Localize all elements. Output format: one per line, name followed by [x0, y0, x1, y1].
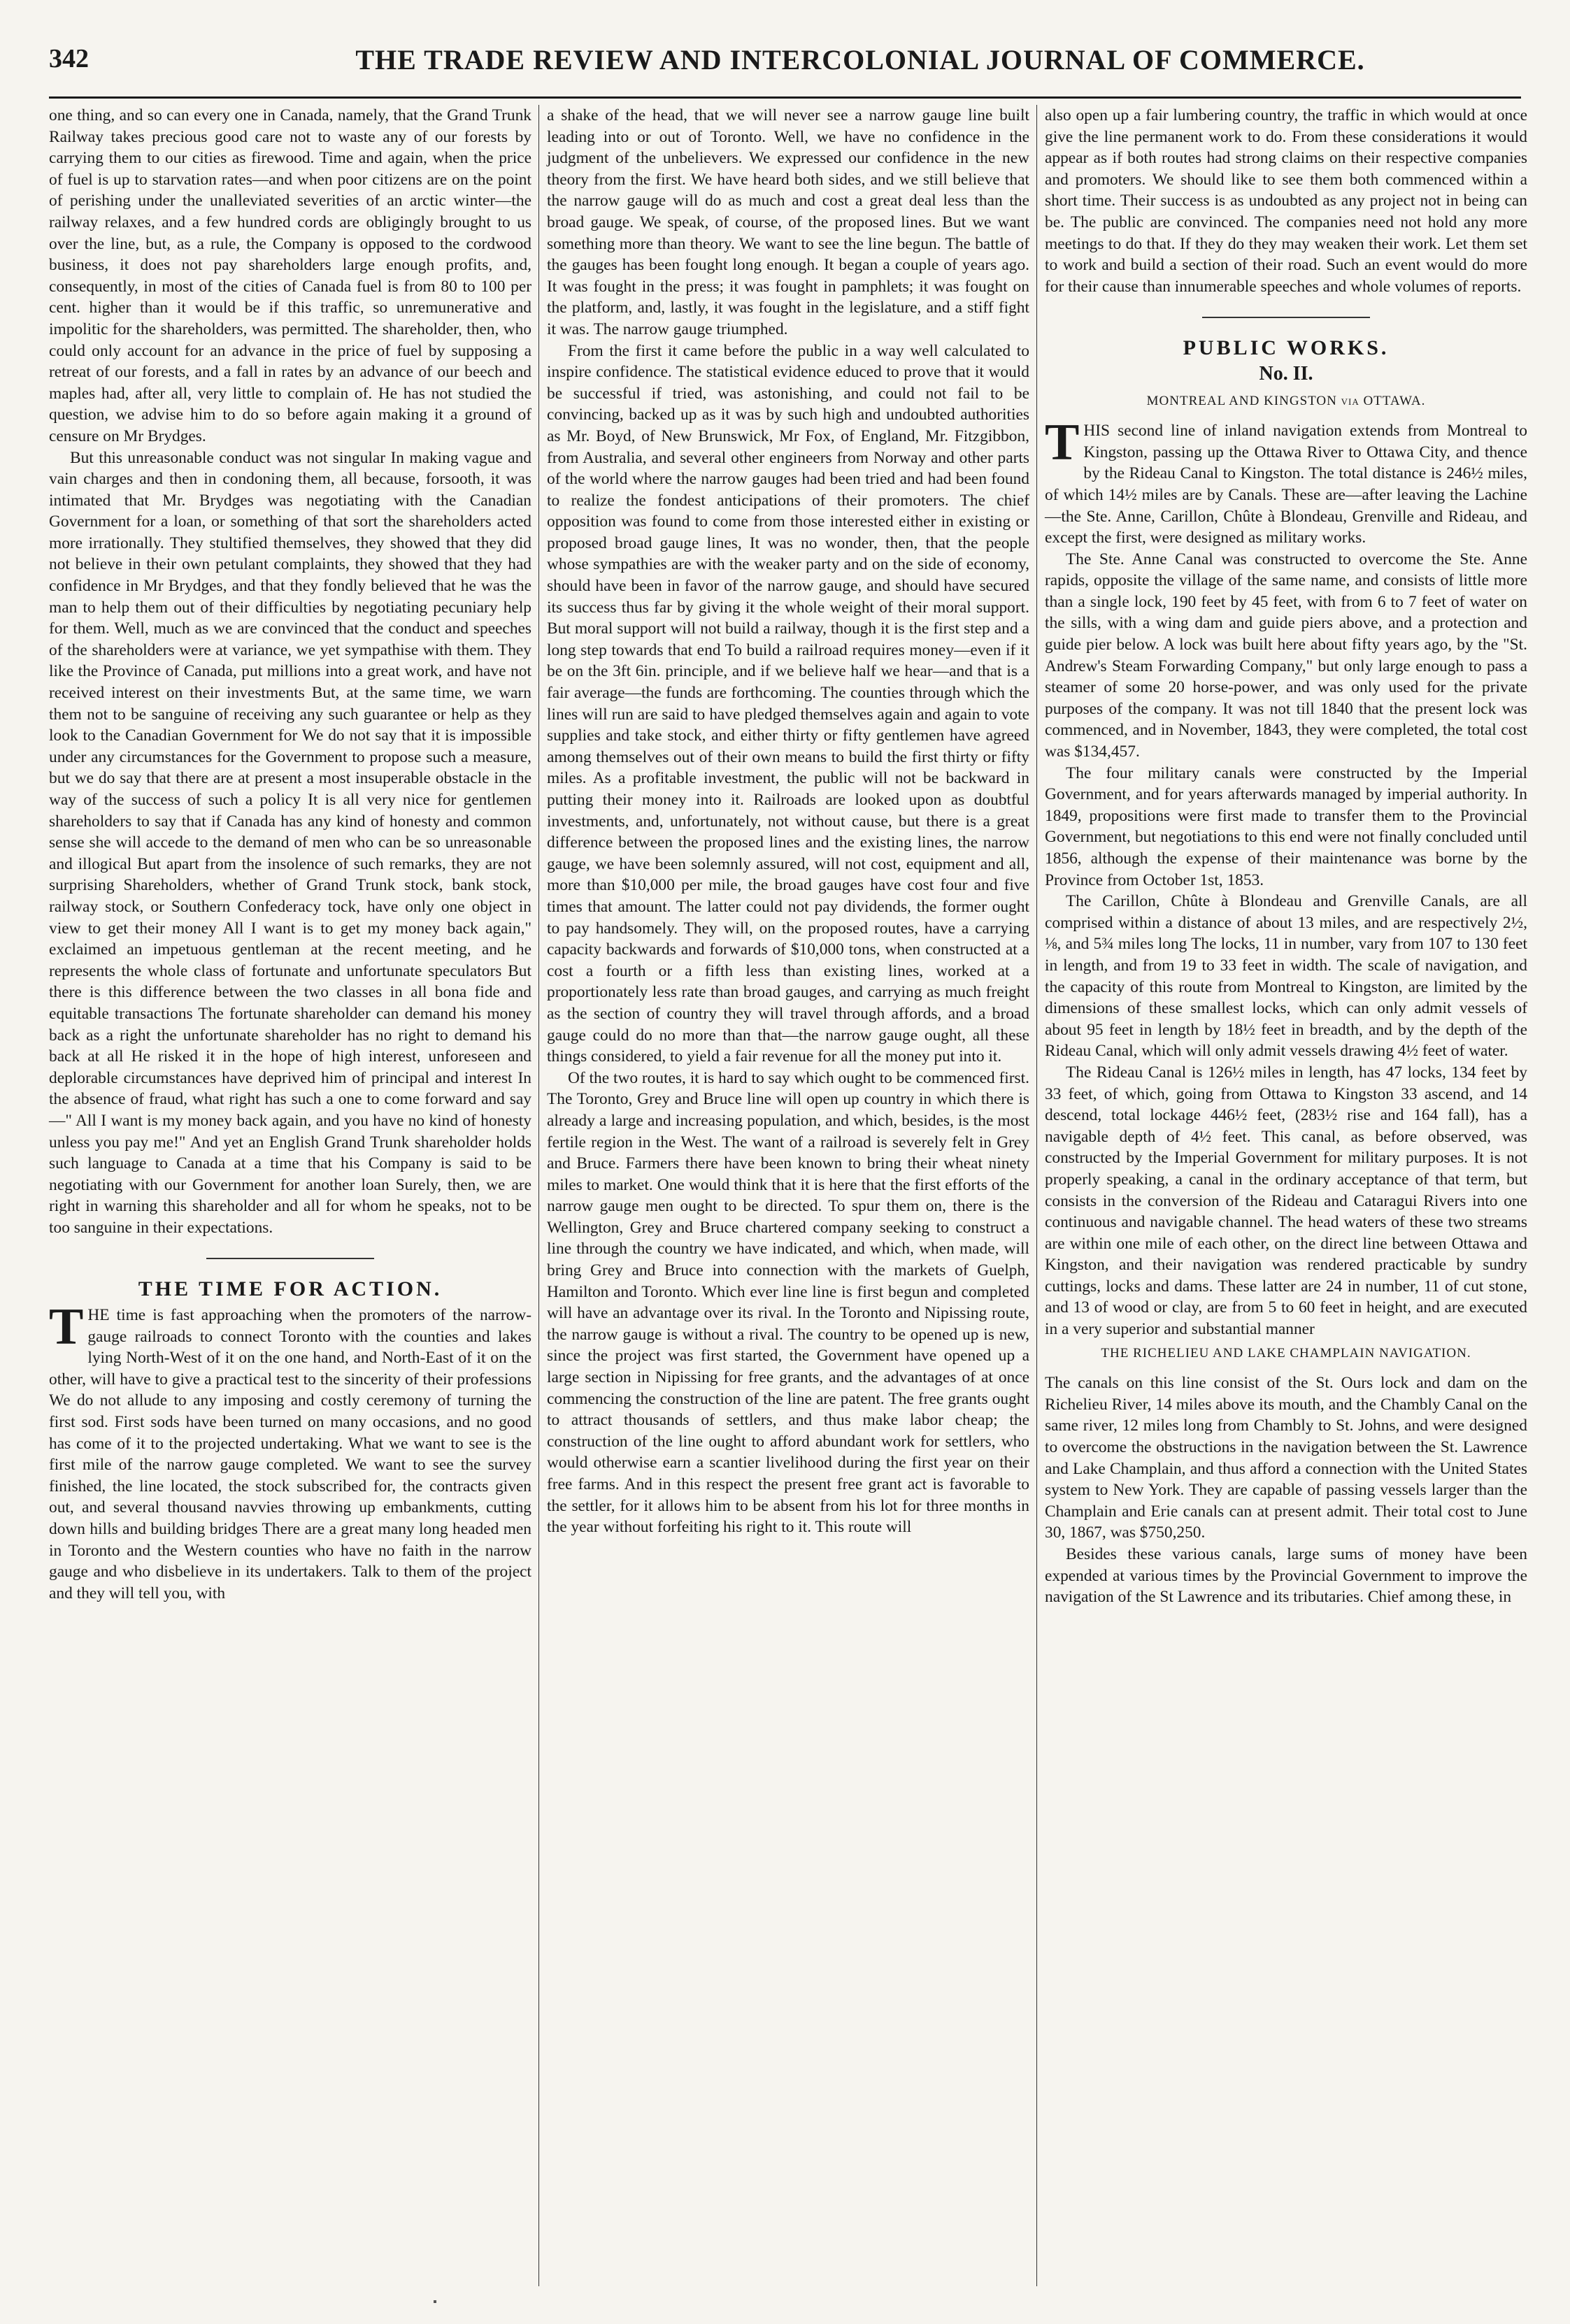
column-2	[547, 105, 1029, 1538]
drop-cap: T	[1045, 414, 1080, 472]
paragraph: Besides these various canals, large sums of money have been expended at various times by the Provincial Government to improve the navigation of the St Lawrence and its tributaries. Chief among these, in	[1045, 1545, 1527, 1607]
paragraph: The Rideau Canal is 126½ miles in length, has 47 locks, 134 feet by 33 feet, of which, going from Ottawa to Kingston 33 ascend, and 14 descend, total lockage 446½ feet, (283½ rise and 164 fall), has a navigable depth of 4½ feet. This canal, as before observed, was constructed by the Imperial Government for military purposes. It is not properly speaking, a canal in the ordinary acceptance of that term, but consists in the conversion of the Rideau and Cataragui Rivers into one continuous and navigable channel. The head waters of these two streams are within one mile of each other, on the direct line between Ottawa and Kingston, and their navigation was rendered practicable by sundry cuttings, locks and dams. These latter are 24 in number, 11 of cut stone, and 13 of wood or clay, are from 5 to 60 feet in height, and are executed in a very superior and substantial manner	[1045, 1063, 1527, 1339]
paragraph: The Carillon, Chûte à Blondeau and Grenville Canals, are all comprised within a distance of about 13 miles, and are respectively 2½, ⅛, and 5¾ miles long The locks, 11 in number, vary from 107 to 130 feet in length, and from 19 to 33 feet in width. The scale of navigation, and the capacity of this route from Montreal to Kingston, are limited by the dimensions of these smallest locks, which can only admit vessels of about 95 feet in length by 18½ feet in breadth, and by the depth of the Rideau Canal, which will only admit vessels drawing 4½ feet of water.	[1045, 892, 1527, 1061]
page-number: 342	[49, 44, 89, 73]
paragraph: The canals on this line consist of the St. Ours lock and dam on the Richelieu River, 14 miles above its mouth, and the Chambly Canal on the same river, 12 miles long from Chambly to St. Johns, and were designed to overcome the obstructions in the navigation between the St. Lawrence and Lake Champlain, and thus afford a connection with the United States system to New York. They are capable of passing vessels larger than the Champlain and Erie canals can at present admit. Their total cost to June 30, 1867, was $750,250.	[1045, 1374, 1527, 1542]
paragraph: HE time is fast approaching when the promoters of the narrow-gauge railroads to connect Toronto with the counties and lakes lying North-West of it on the one hand, and North-East of it on the other, will have to give a practical test to the sincerity of their professions We do not allude to any imposing and costly ceremony of turning the first sod. First sods have been turned on many occasions, and no good has come of it to the projected undertaking. What we want to see is the first mile of the narrow gauge completed. We want to see the survey finished, the line located, the stock subscribed for, the contracts given out, and several thousand navvies throwing up embankments, cutting down hills and building bridges There are a great many long headed men in Toronto and the Western counties who have no faith in the narrow gauge and who disbelieve in its undertakers. Talk to them of the project and they will tell you, with	[49, 1306, 531, 1602]
paragraph: HIS second line of inland navigation extends from Montreal to Kingston, passing up the Ottawa River to Ottawa City, and thence by the Rideau Canal to Kingston. The total distance is 246½ miles, of which 14½ miles are by Canals. These are—after leaving the Lachine—the Ste. Anne, Carillon, Chûte à Blondeau, Grenville and Rideau, and except the first, were designed as military works.	[1045, 422, 1527, 547]
paragraph: From the first it came before the public in a way well calculated to inspire confidence. The statistical evidence educed to prove that it would be successful if tried, was astonishing, and could not fail to be convincing, backed up as it was by such high and undoubted authorities as Mr. Boyd, of New Brunswick, Mr Fox, of England, Mr. Fitzgibbon, from Australia, and several other engineers from Norway and other parts of the world where the narrow gauges had been tried and had been found to realize the fondest anticipations of their promoters. The chief opposition was found to come from those interested either in existing or proposed broad gauge lines, It was no wonder, then, that the people whose sympathies are with the weaker party and on the side of economy, should have been in favor of the narrow gauge, and should have secured its success thus far by giving it the whole weight of their moral support. But moral support will not build a railway, though it is the first step and a long step towards that end To build a railroad requires money—even if it be on the 3ft 6in. principle, and if we believe half we hear—and that is a fair average—the funds are forthcoming. The counties through which the lines will run are said to have pledged themselves again and again to vote supplies and take stock, and either thirty or fifty gentlemen have agreed among themselves out of their own means to build the first thirty or fifty miles. As a profitable investment, the public will not be backward in putting their money into it. Railroads are looked upon as doubtful investments, and, unfortunately, not without cause, but there is a great difference between the proposed lines and the existing lines, the narrow gauge, we have been solemnly assured, will not cost, equipment and all, more than $10,000 per mile, the broad gauges have cost four and five times that amount. The latter could not pay dividends, the former ought to pay handsomely. They will, on the proposed routes, have a carrying capacity backwards and forwards of $10,000 tons, when constructed at a cost a fourth or a fifth less than existing lines, worked at a proportionately less rate than broad gauges, and carrying as much freight as the section of country they will travel through affords, and a broad gauge could do no more than that—the narrow gauge ought, all these things considered, to yield a fair revenue for all the money put into it.	[547, 341, 1029, 1066]
page-header	[49, 43, 1521, 85]
column-3	[1045, 105, 1527, 1608]
paragraph: one thing, and so can every one in Canada, namely, that the Grand Trunk Railway takes precious good care not to waste any of our forests by carrying them to our cities as firewood. Time and again, when the price of fuel is up to starvation rates—and when poor citizens are on the point of perishing under the unalleviated severities of an arctic winter—the railway relaxes, and a few hundred cords are obligingly brought to us over the line, but, as a rule, the Company is opposed to the cordwood business, it does not pay shareholders large enough profits, and, consequently, in most of the cities of Canada fuel is from 80 to 100 per cent. higher than it would be if this traffic, so unremunerative and impolitic for the shareholders, was permitted. The shareholder, then, who could only account for an advance in the price of fuel by supposing a retreat of our forests, and a fall in rates by an advance of our beech and maples had, after all, very little to complain of. He has not studied the question, we advise him to do so before again making it a ground of censure on Mr Brydges.	[49, 106, 531, 445]
column-divider	[1036, 105, 1037, 2286]
header-rule	[49, 96, 1521, 99]
column-divider	[538, 105, 539, 2286]
print-speck	[434, 2300, 436, 2303]
section-rule	[206, 1258, 374, 1259]
article-title: PUBLIC WORKS.	[1183, 336, 1390, 360]
column-1	[49, 105, 531, 1604]
paragraph: a shake of the head, that we will never see a narrow gauge line built leading into or out of Toronto. Well, we have no confidence in the judgment of the unbelievers. We expressed our confidence in the new theory from the first. We have heard both sides, and we still believe that the narrow gauge will do as much and cost a great deal less than the broad gauge. We speak, of course, of the proposed lines. But we want something more than theory. We want to see the line begun. The battle of the gauges has been fought long enough. It began a couple of years ago. It was fought in the press; it was fought in pamphlets; it was fought on the platform, and, lastly, it was fought in the legislature, and a stiff fight it was. The narrow gauge triumphed.	[547, 106, 1029, 338]
subheading: THE RICHELIEU AND LAKE CHAMPLAIN NAVIGATION.	[1101, 1345, 1471, 1361]
section-rule	[1202, 317, 1370, 318]
paragraph: But this unreasonable conduct was not singular In making vague and vain charges and then in condoning them, all because, forsooth, it was intimated that Mr. Brydges was negotiating with the Canadian Government for a loan, or something of that sort the shareholders acted more irrationally. They stultified themselves, they showed that they did not believe in their own petulant complaints, they showed that they had confidence in Mr Brydges, and that they fondly believed that he was the man to help them out of their difficulties by negotiating pecuniary help for them. Well, much as we are convinced that the conduct and speeches of the shareholders were at variance, we yet sympathise with them. They like the Province of Canada, put millions into a great work, and have not received interest on their investments But, at the same time, we warn them not to be sanguine of receiving any such guarantee or help as they look to the Canadian Government for We do not say that it is impossible under any circumstances for the Government to propose such a measure, but we do say that there are at present a most insuperable obstacle in the way of the success of such a policy It is all very nice for gentlemen shareholders to say that if Canada has any kind of honesty and common sense she will accede to the demand of men who can be so unreasonable and illogical But apart from the insolence of such remarks, they are not surprising Shareholders, whether of Grand Trunk stock, bank stock, railway stock, or Southern Confederacy tock, have only one object in view to get their money All I want is to get my money back again," exclaimed an impetuous gentleman at the recent meeting, and he represents the whole class of fortunate and unfortunate speculators But there is this difference between the two classes in all bona fide and equitable transactions The fortunate shareholder can demand his money back as a right the unfortunate shareholder has no right to demand his back at all He risked it in the hope of high interest, unforeseen and deplorable circumstances have deprived him of principal and interest In the absence of fraud, what right has such a one to come forward and say—" All I want is my money back again, and you have no kind of honesty unless you pay me!" And yet an English Grand Trunk shareholder holds such language to Canada at a time that his Company is said to be negotiating with our Government for another loan Surely, then, we are right in warning this shareholder and all for whom he speaks, not to be too sanguine in their expectations.	[49, 448, 531, 1237]
running-title: THE TRADE REVIEW AND INTERCOLONIAL JOURNAL OF COMMERCE.	[355, 44, 1365, 76]
paragraph: The four military canals were constructed by the Imperial Government, and for years afterwards managed by imperial authority. In 1849, propositions were first made to transfer them to the Provincial Government, but negotiations to this end were not finally concluded until 1856, although the expense of their maintenance was borne by the Province from October 1st, 1853.	[1045, 763, 1527, 889]
article-number: No. II.	[1259, 362, 1313, 385]
article-title: THE TIME FOR ACTION.	[138, 1277, 443, 1301]
drop-cap: T	[49, 1298, 84, 1356]
paragraph: The Ste. Anne Canal was constructed to overcome the Ste. Anne rapids, opposite the village of the same name, and consists of little more than a single lock, 190 feet by 45 feet, with from 6 to 7 feet of water on the sills, with a wing dam and guide piers above, and a protection and guide pier below. A lock was built here about fifty years ago, by the "St. Andrew's Steam Forwarding Company," but only large enough to pass a steamer of some 20 horse-power, and was only used for the private purposes of the company. It was not till 1840 that the present lock was commenced, and in November, 1843, they were completed, the total cost was $134,457.	[1045, 550, 1527, 761]
article-opening	[1045, 414, 1527, 549]
subheading: MONTREAL AND KINGSTON via OTTAWA.	[1146, 393, 1426, 408]
paragraph: Of the two routes, it is hard to say which ought to be commenced first. The Toronto, Grey and Bruce line will open up country in which there is already a large and increasing population, and which, besides, is the most fertile region in the West. The want of a railroad is severely felt in Grey and Bruce. Farmers there have been known to bring their wheat ninety miles to market. One would think that it is here that the first efforts of the narrow gauge men ought to be directed. To spur them on, there is the Wellington, Grey and Bruce chartered company seeking to construct a line through the country we have indicated, and which, when made, will bring Grey and Bruce into connection with the markets of Guelph, Hamilton and Toronto. Which ever line line is first begun and completed will have an advantage over its rival. In the Toronto and Nipissing route, the narrow gauge is without a rival. The country to be opened up is new, since the project was first started, the Government have opened up a large section in Nipissing for free grants, and the advantages of at once commencing the construction of the line are patent. The free grants ought to attract thousands of settlers, and thus make labor cheap; the construction of the line ought to afford abundant work for settlers, who would otherwise earn a scantier livelihood during the first year on their free farms. And in this respect the present free grant act is favorable to the settler, for it allows him to be absent from his lot for three months in the year without forfeiting his right to it. This route will	[547, 1068, 1029, 1537]
article-opening	[49, 1298, 531, 1604]
paragraph: also open up a fair lumbering country, the traffic in which would at once give the line permanent work to do. From these considerations it would appear as if both routes had strong claims on their respective companies and promoters. We should like to see them both commenced within a short time. Their success is as undoubted as any project not in being can be. The public are convinced. The companies need not hold any more meetings to do that. If they do they may weaken their work. Let them set to work and build a section of their road. Such an event would do more for their cause than innumerable speeches and whole volumes of reports.	[1045, 106, 1527, 296]
